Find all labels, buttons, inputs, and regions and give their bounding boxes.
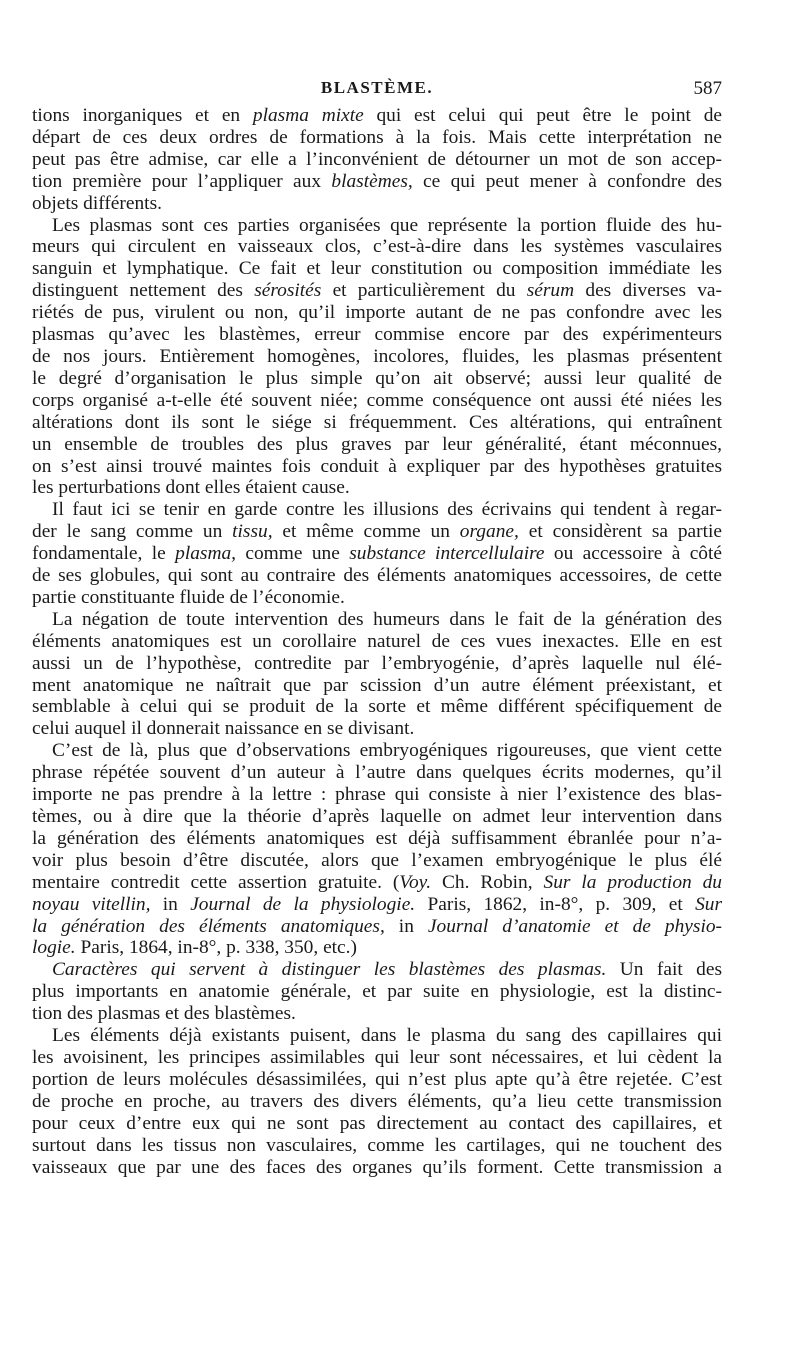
text-line: tion première pour l’appliquer aux blastèmes, ce qui peut mener à confondre des [32, 170, 722, 192]
text-line: plasmas qu’avec les blastèmes, erreur commise encore par des expérimenteurs [32, 324, 722, 346]
running-title: BLASTÈME. [320, 78, 434, 97]
text-line: les avoisinent, les principes assimilables qui leur sont nécessaires, et lui cèdent la [32, 1046, 722, 1068]
text-line: portion de leurs molécules désassimilées, qui n’est plus apte qu’à être rejetée. C’est [32, 1068, 722, 1090]
text-line: la génération des éléments anatomiques, in Journal d’anatomie et de physio- [32, 915, 722, 937]
running-header [32, 78, 722, 102]
text-line: départ de ces deux ordres de formations à la fois. Mais cette interprétation ne [32, 126, 722, 148]
text-line: objets différents. [32, 192, 162, 214]
text-line: distinguent nettement des sérosités et particulièrement du sérum des diverses va- [32, 280, 722, 302]
body-text [32, 105, 722, 1178]
text-line: logie. Paris, 1864, in-8°, p. 338, 350, etc.) [32, 937, 357, 959]
text-line: on s’est ainsi trouvé maintes fois conduit à expliquer par des hypothèses gratuites [32, 455, 722, 477]
text-line: un ensemble de troubles des plus graves par leur généralité, étant méconnues, [32, 433, 722, 455]
text-line: altérations dont ils sont le siége si fréquemment. Ces altérations, qui entraînent [32, 411, 722, 433]
text-line: C’est de là, plus que d’observations embryogéniques rigoureuses, que vient cette [52, 740, 722, 762]
text-line: la génération des éléments anatomiques est déjà suffisamment ébranlée pour n’a- [32, 827, 722, 849]
text-line: le degré d’organisation le plus simple qu’on ait observé; aussi leur qualité de [32, 367, 722, 389]
text-line: de nos jours. Entièrement homogènes, incolores, fluides, les plasmas présentent [32, 345, 722, 367]
text-line: tions inorganiques et en plasma mixte qui est celui qui peut être le point de [32, 105, 722, 126]
text-line: tion des plasmas et des blastèmes. [32, 1003, 296, 1025]
text-line: meurs qui circulent en vaisseaux clos, c’est-à-dire dans les systèmes vasculaires [32, 236, 722, 258]
text-line: fondamentale, le plasma, comme une substance intercellulaire ou accessoire à côté [32, 543, 723, 565]
text-line: noyau vitellin, in Journal de la physiologie. Paris, 1862, in-8°, p. 309, et Sur [32, 893, 723, 915]
paragraph [32, 1025, 722, 1178]
text-line: de proche en proche, au travers des divers éléments, qu’a lieu cette transmission [32, 1090, 722, 1112]
text-line: Les plasmas sont ces parties organisées que représente la portion fluide des hu- [52, 214, 722, 236]
text-line: vaisseaux que par une des faces des organes qu’ils forment. Cette transmission a [32, 1156, 722, 1178]
paragraph [32, 499, 722, 609]
paragraph [32, 740, 722, 959]
text-line: tèmes, ou à dire que la théorie d’après laquelle on admet leur intervention dans [32, 806, 722, 827]
text-line: ment anatomique ne naîtrait que par scission d’un autre élément préexistant, et [32, 674, 722, 696]
text-line: les perturbations dont elles étaient cause. [32, 477, 350, 499]
text-line: riétés de pus, virulent ou non, qu’il importe autant de ne pas confondre avec les [32, 302, 722, 324]
text-line: La négation de toute intervention des humeurs dans le fait de la génération des [52, 608, 722, 630]
text-line: voir plus besoin d’être discutée, alors que l’examen embryogénique le plus élé [32, 849, 722, 871]
page-number: 587 [693, 78, 722, 99]
text-line: sanguin et lymphatique. Ce fait et leur constitution ou composition immédiate les [32, 258, 722, 280]
text-line: aussi un de l’hypothèse, contredite par l’embryogénie, d’après laquelle nul élé- [32, 652, 722, 674]
paragraph [32, 215, 722, 500]
text-line: plus importants en anatomie générale, et par suite en physiologie, est la distinc- [32, 981, 722, 1003]
text-line: mentaire contredit cette assertion gratuite. (Voy. Ch. Robin, Sur la production du [32, 871, 722, 893]
text-line: Caractères qui servent à distinguer les blastèmes des plasmas. Un fait des [52, 959, 722, 981]
text-line: pour ceux d’entre eux qui ne sont pas directement au contact des capillaires, et [32, 1112, 722, 1134]
text-line: peut pas être admise, car elle a l’inconvénient de détourner un mot de son accep- [32, 148, 722, 170]
text-line: phrase répétée souvent d’un auteur à l’autre dans quelques écrits modernes, qu’il [32, 762, 722, 784]
text-line: corps organisé a-t-elle été souvent niée; comme conséquence ont aussi été niées les [32, 389, 722, 411]
text-line: surtout dans les tissus non vasculaires, comme les cartilages, qui ne touchent des [32, 1134, 722, 1156]
paragraph [32, 105, 722, 215]
text-line: partie constituante fluide de l’économie. [32, 586, 345, 608]
text-line: Il faut ici se tenir en garde contre les illusions des écrivains qui tendent à regar- [52, 499, 722, 521]
text-line: celui auquel il donnerait naissance en se divisant. [32, 718, 415, 740]
text-line: der le sang comme un tissu, et même comme un organe, et considèrent sa partie [32, 521, 723, 543]
text-line: éléments anatomiques est un corollaire naturel de ces vues inexactes. Elle en est [32, 630, 722, 652]
paragraph [32, 609, 722, 740]
text-line: Les éléments déjà existants puisent, dans le plasma du sang des capillaires qui [52, 1025, 722, 1047]
text-line: semblable à celui qui se produit de la sorte et même différent spécifiquement de [32, 696, 722, 718]
paragraph [32, 959, 722, 1025]
text-line: importe ne pas prendre à la lettre : phrase qui consiste à nier l’existence des blas- [32, 784, 722, 806]
text-line: de ses globules, qui sont au contraire des éléments anatomiques accessoires, de cette [32, 565, 722, 587]
